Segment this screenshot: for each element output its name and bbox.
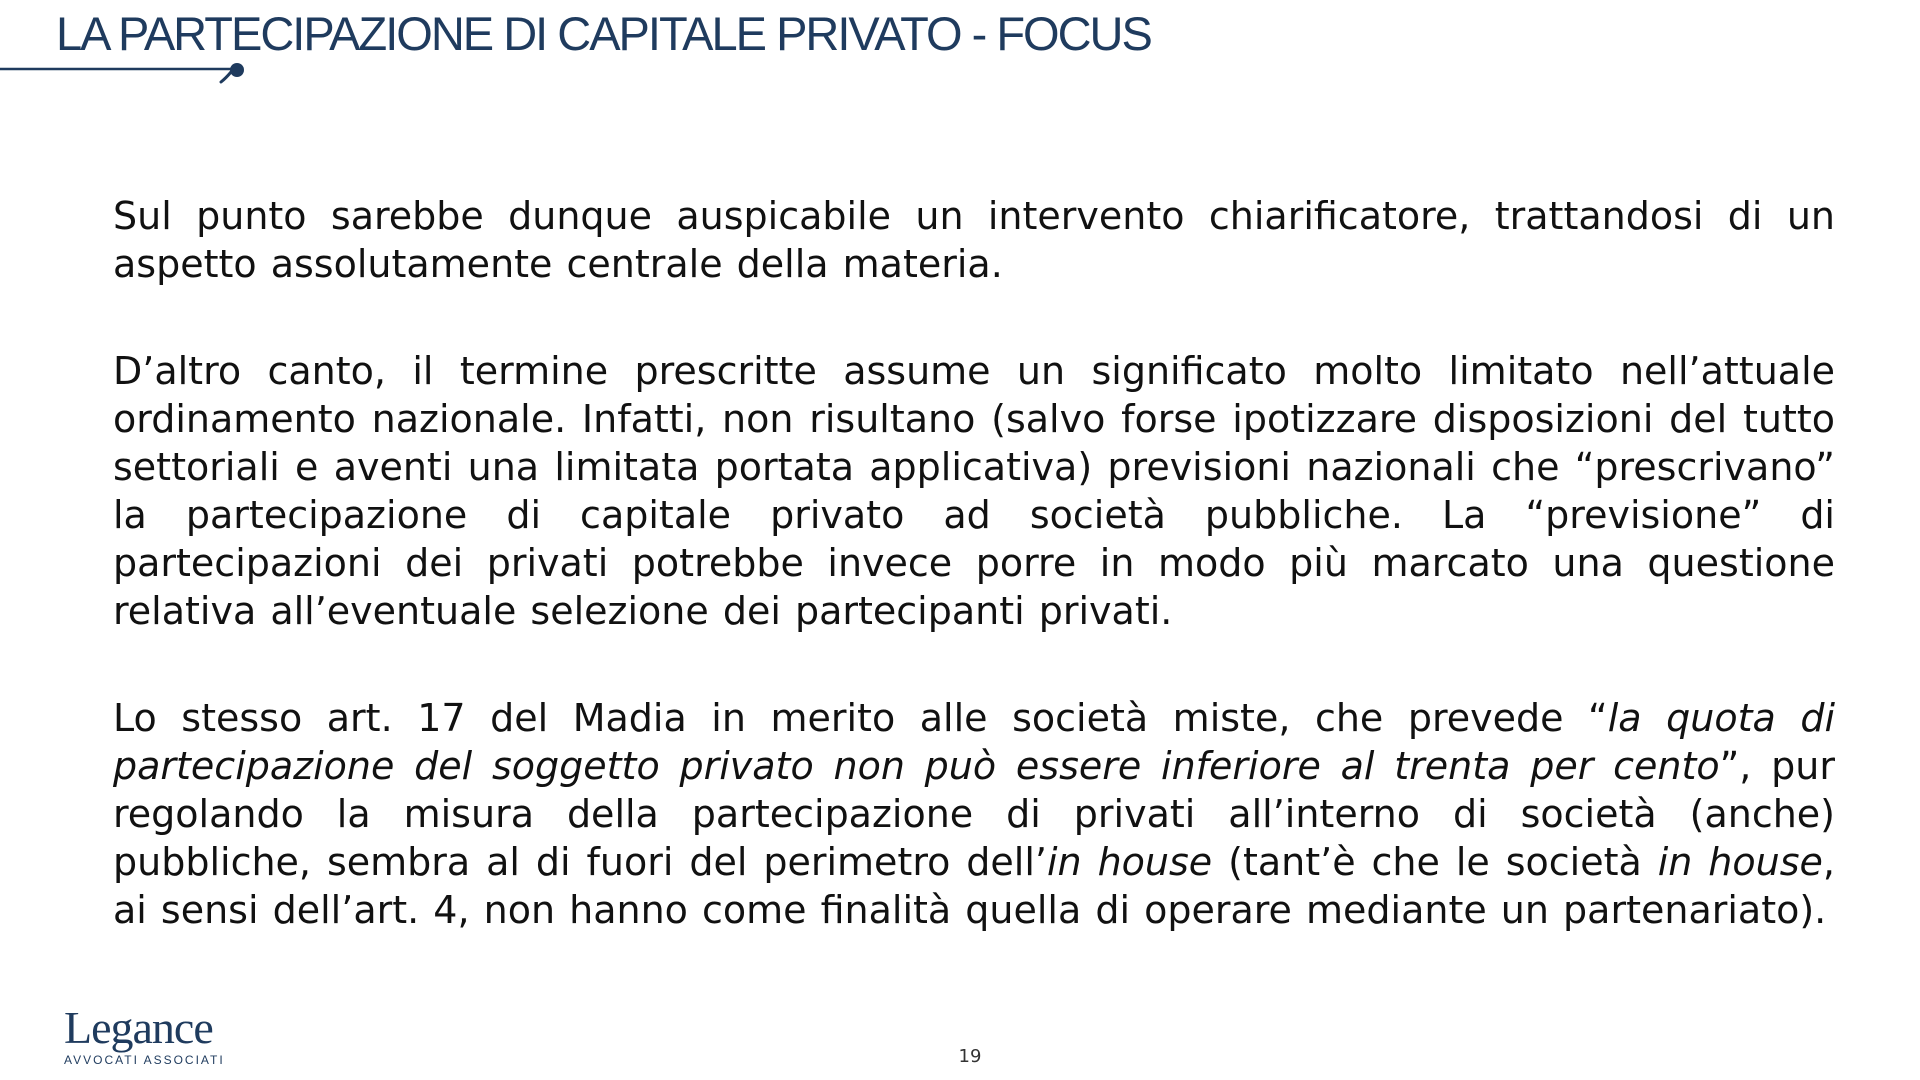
italic-quote-run: in house [1047, 840, 1213, 884]
italic-quote-run: in house [1657, 840, 1823, 884]
text-run: ”, pur regolando la misura della partecipazione di privati all’interno di società (anche) pubbliche, sembra al di fuori del perimetro dell’ [113, 744, 1835, 884]
italic-quote-run: la quota di partecipazione del soggetto privato non può essere inferiore al trenta per cento [113, 696, 1836, 788]
text-run: Lo stesso art. 17 del Madia in merito alle società miste, che prevede “ [113, 696, 1608, 740]
page-number: 19 [958, 1046, 982, 1067]
logo-tagline: AVVOCATI ASSOCIATI [64, 1053, 225, 1067]
slide-title: LA PARTECIPAZIONE DI CAPITALE PRIVATO - FOCUS [56, 7, 1151, 60]
text-run: Sul punto sarebbe dunque auspicabile un intervento chiarificatore, trattandosi di un aspetto assolutamente centrale della materia. [113, 194, 1835, 286]
paragraph [113, 694, 1835, 934]
paragraph [113, 192, 1835, 288]
title-underline-hook [221, 72, 231, 82]
legance-logo [64, 1002, 225, 1067]
text-run: , ai sensi dell’art. 4, non hanno come finalità quella di operare mediante un partenariato). [113, 840, 1835, 932]
text-run: D’altro canto, il termine prescritte assume un significato molto limitato nell’attuale ordinamento nazionale. Infatti, non risultano (salvo forse ipotizzare disposizioni del tutto settoriali e aventi una limitata portata applicativa) previsioni nazionali che “prescrivano” la partecipazione di capitale privato ad società pubbliche. La “previsione” di partecipazioni dei privati potrebbe invece porre in modo più marcato una questione relativa all’eventuale selezione dei partecipanti privati. [113, 349, 1835, 633]
paragraph [113, 347, 1835, 635]
title-underline-dot [230, 63, 244, 77]
text-run: (tant’è che le società [1212, 840, 1658, 884]
title-underline-decoration [0, 58, 260, 86]
body-text [113, 192, 1835, 934]
logo-wordmark: Legance [64, 1002, 213, 1053]
